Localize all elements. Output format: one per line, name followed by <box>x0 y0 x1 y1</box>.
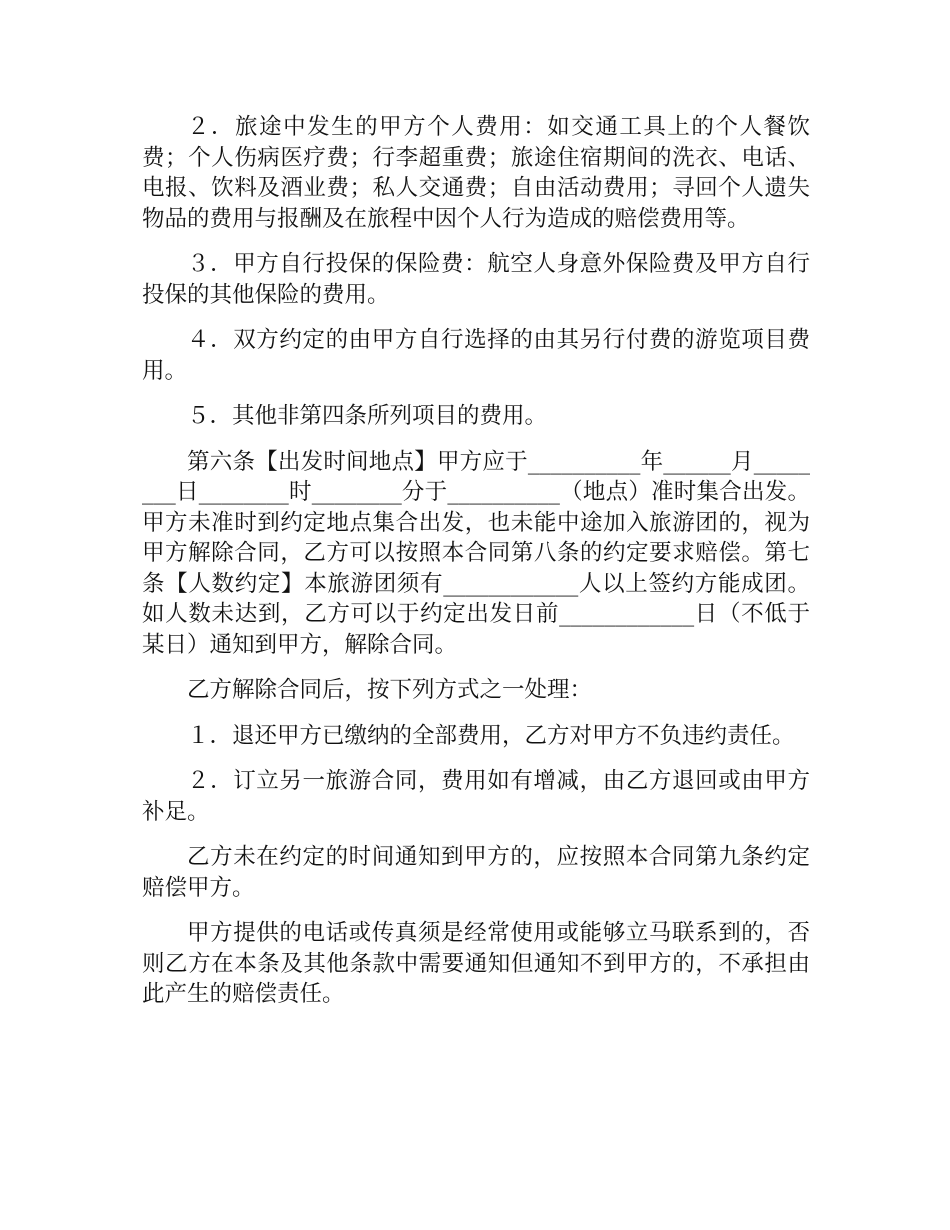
paragraph-option-1-refund: １．退还甲方已缴纳的全部费用，乙方对甲方不负违约责任。 <box>187 722 795 749</box>
paragraph-item-2-personal-expenses: ２．旅途中发生的甲方个人费用：如交通工具上的个人餐饮费；个人伤病医疗费；行李超重费；旅途住宿期间的洗衣、电话、电报、饮料及酒业费；私人交通费；自由活动费用；寻回个人遗失物品的费用与报酬及在旅程中因个人行为造成的赔偿费用等。 <box>142 114 810 232</box>
paragraph-notice-compensation: 乙方未在约定的时间通知到甲方的，应按照本合同第九条约定赔偿甲方。 <box>142 844 810 901</box>
paragraph-item-5-other-fees: ５．其他非第四条所列项目的费用。 <box>187 403 548 429</box>
paragraph-contact-liability: 甲方提供的电话或传真须是经常使用或能够立马联系到的，否则乙方在本条及其他条款中需要通知但通知不到甲方的，不承担由此产生的赔偿责任。 <box>142 920 810 1007</box>
paragraph-article-6-7: 第六条【出发时间地点】甲方应于__________年______月________日________时________分于__________（地点）准时集合出发。甲方未准时到约定地点集合出发，也未能中途加入旅游团的，视为甲方解除合同，乙方可以按照本合同第八条的约定要求赔偿。第七条【人数约定】本旅游团须有____________人以上签约方能成团。如人数未达到，乙方可以于约定出发日前____________日（不低于某日）通知到甲方，解除合同。 <box>142 448 810 658</box>
paragraph-item-4-optional-tours: ４．双方约定的由甲方自行选择的由其另行付费的游览项目费用。 <box>142 327 810 384</box>
paragraph-termination-intro: 乙方解除合同后，按下列方式之一处理： <box>187 677 593 703</box>
paragraph-option-2-new-contract: ２．订立另一旅游合同，费用如有增减，由乙方退回或由甲方补足。 <box>142 768 810 825</box>
paragraph-item-3-insurance: ３．甲方自行投保的保险费：航空人身意外保险费及甲方自行投保的其他保险的费用。 <box>142 251 810 308</box>
document-page <box>142 112 810 1025</box>
